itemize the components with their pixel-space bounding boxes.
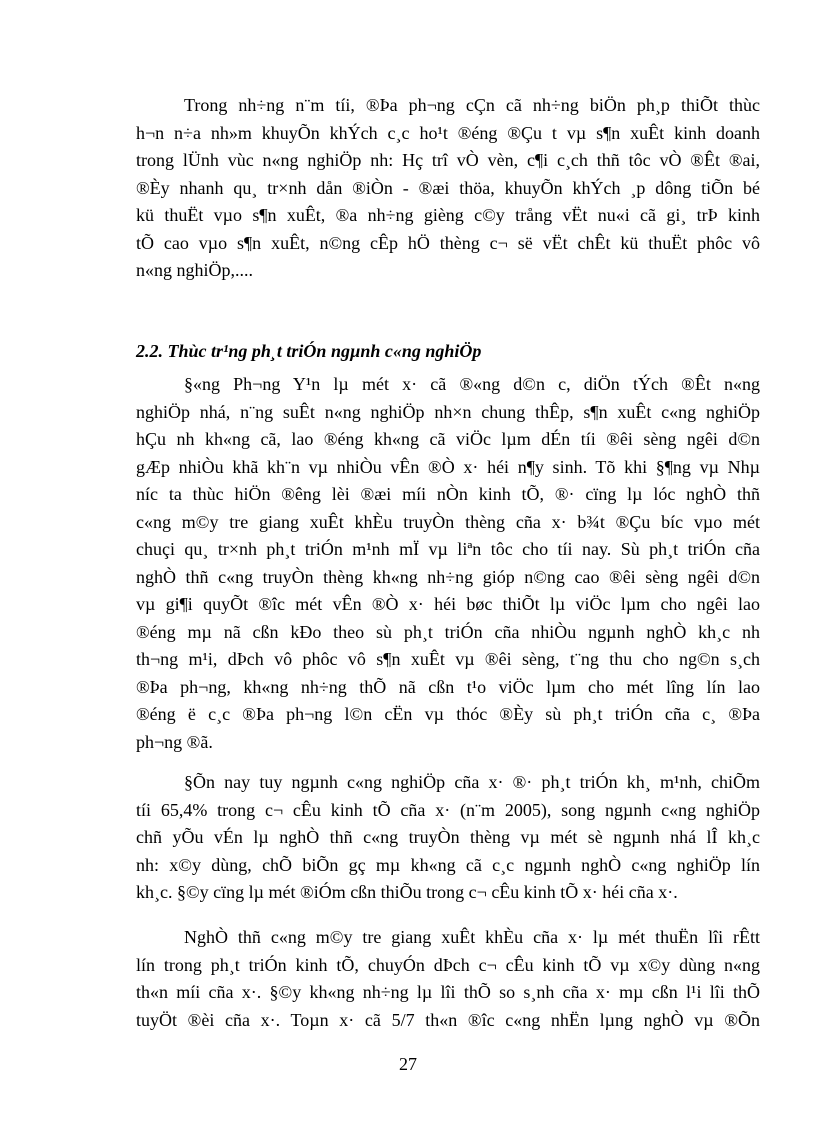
text-line: ®Èy nhanh qu¸ tr×nh dån ®iÒn - ®æi thöa, khuyÕn khÝch ¸p dông tiÕn bé [136,177,760,198]
text-line: tíi 65,4% trong c¬ cÊu kinh tÕ cña x· (n¨m 2005), song ngµnh c«ng nghiÖp [136,799,760,820]
text-line: th«n míi cña x·. §©y kh«ng nh÷ng lµ lîi thÕ so s¸nh cña x· mµ cßn l¹i lîi thÕ [136,982,760,1002]
paragraph-3 [136,769,760,907]
text-line: tÕ cao vµo s¶n xuÊt, n©ng cÊp hÖ thèng c¬ së vËt chÊt kü thuËt phôc vô [136,232,760,253]
text-line: NghÒ thñ c«ng m©y tre giang xuÊt khÈu cña x· lµ mét thuËn lîi rÊtt [184,927,760,947]
text-line: c«ng m©y tre giang xuÊt khÈu truyÒn thèng cña x· b¾t ®Çu bíc vµo mét [136,511,760,532]
text-line: chñ yÕu vÉn lµ nghÒ thñ c«ng truyÒn thèng vµ mét sè ngµnh nhá lÎ kh¸c [136,827,760,847]
paragraph-2 [136,371,760,756]
page-number: 27 [399,1054,417,1074]
text-line: lín trong ph¸t triÓn kinh tÕ, chuyÓn dÞch c¬ cÊu kinh tÕ vµ x©y dùng n«ng [136,954,760,975]
paragraph-4 [136,924,760,1034]
text-line: gÆp nhiÒu khã kh¨n vµ nhiÒu vÊn ®Ò x· héi n¶y sinh. Tõ khi §¶ng vµ Nhµ [136,456,760,477]
text-line: kh¸c. §©y cïng lµ mét ®iÓm cßn thiÕu trong c¬ cÊu kinh tÕ x· héi cña x·. [136,882,678,902]
text-line: nh: x©y dùng, chÕ biÕn gç mµ kh«ng cã c¸c ngµnh nghÒ c«ng nghiÖp lín [136,854,760,875]
text-line: nghÒ thñ c«ng truyÒn thèng kh«ng nh÷ng gióp n©ng cao ®êi sèng ngêi d©n [136,566,760,587]
text-line: Trong nh÷ng n¨m tíi, ®Þa ph¬ng cÇn cã nh÷ng biÖn ph¸p thiÕt thùc [184,95,760,115]
text-line: §«ng Ph¬ng Y¹n lµ mét x· cã ®«ng d©n c, diÖn tÝch ®Êt n«ng [184,374,760,394]
paragraph-1 [136,92,760,285]
text-line: hÇu nh kh«ng cã, lao ®éng kh«ng cã viÖc lµm dÉn tíi ®êi sèng ngêi d©n [136,429,760,449]
text-line: chuçi qu¸ tr×nh ph¸t triÓn m¹nh mÏ vµ liªn tôc cho tíi nay. Sù ph¸t triÓn cña [136,539,760,559]
text-line: nghiÖp nhá, n¨ng suÊt n«ng nghiÖp nh×n chung thÊp, s¶n xuÊt c«ng nghiÖp [136,401,760,422]
text-line: kü thuËt vµo s¶n xuÊt, ®a nh÷ng gièng c©y trång vËt nu«i cã gi¸ trÞ kinh [136,205,760,225]
text-line: §Õn nay tuy ngµnh c«ng nghiÖp cña x· ®· ph¸t triÓn kh¸ m¹nh, chiÕm [184,772,760,792]
text-line: n«ng nghiÖp,.... [136,260,253,280]
text-line: vµ gi¶i quyÕt ®îc mét vÊn ®Ò x· héi bøc thiÕt lµ viÖc lµm cho ngêi lao [136,594,760,614]
text-line: trong lÜnh vùc n«ng nghiÖp nh: Hç trî vÒ vèn, c¶i c¸ch thñ tôc vÒ ®Êt ®ai, [136,150,760,170]
text-line: th¬ng m¹i, dÞch vô phôc vô s¶n xuÊt vµ ®êi sèng, t¨ng thu cho ng©n s¸ch [136,649,760,669]
text-line: ®Þa ph¬ng, kh«ng nh÷ng thÕ nã cßn t¹o viÖc lµm cho mét lîng lín lao [136,676,760,697]
section-heading: 2.2. Thùc tr¹ng ph¸t triÓn ngµnh c«ng nghiÖp [136,341,482,361]
text-line: ph¬ng ®ã. [136,731,213,752]
text-line: ®éng mµ nã cßn kÐo theo sù ph¸t triÓn cña nhiÒu ngµnh nghÒ kh¸c nh [136,621,760,642]
text-line: níc ta thùc hiÖn ®êng lèi ®æi míi nÒn kinh tÕ, ®· cïng lµ lóc nghÒ thñ [136,484,760,504]
text-line: tuyÖt ®èi cña x·. Toµn x· cã 5/7 th«n ®îc c«ng nhËn lµng nghÒ vµ ®Õn [136,1009,760,1030]
text-line: h¬n n÷a nh»m khuyÕn khÝch c¸c ho¹t ®éng ®Çu t vµ s¶n xuÊt kinh doanh [136,122,760,143]
text-line: ®éng ë c¸c ®Þa ph¬ng l©n cËn vµ thóc ®Èy sù ph¸t triÓn cña c¸ ®Þa [136,704,760,724]
